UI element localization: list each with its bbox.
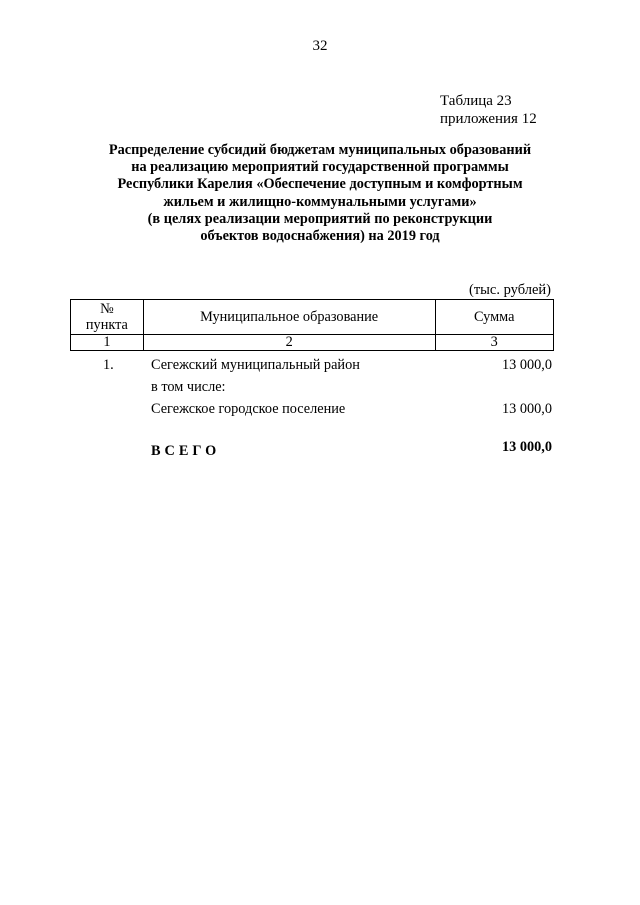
column-number-2: 2 [143, 335, 435, 351]
title-line-4: жильем и жилищно-коммунальными услугами» [163, 193, 477, 210]
header-item-word: пункта [85, 317, 128, 333]
document-title [60, 142, 580, 245]
table-reference-line-2: приложения 12 [440, 111, 537, 127]
table-reference-line-1: Таблица 23 [440, 93, 512, 109]
title-line-3: Республики Карелия «Обеспечение доступным и комфортным [117, 176, 523, 193]
table-reference [440, 92, 537, 128]
total-sum: 13 000,0 [501, 439, 552, 455]
title-line-6: объектов водоснабжения) на 2019 год [200, 228, 440, 245]
column-number-row [71, 335, 554, 351]
column-number-1: 1 [71, 335, 144, 351]
header-number-sign: № [100, 301, 114, 317]
row-2-including: в том числе: [151, 379, 226, 395]
header-municipality: Муниципальное образование [143, 300, 435, 335]
title-line-2: на реализацию мероприятий государственной программы [131, 159, 509, 176]
total-label: ВСЕГО [151, 443, 221, 459]
subsidy-table [70, 299, 554, 351]
row-1-number: 1. [103, 357, 114, 373]
row-3-municipality: Сегежское городское поселение [151, 401, 346, 417]
row-1-municipality: Сегежский муниципальный район [151, 357, 360, 373]
header-item-number [71, 300, 144, 335]
title-line-1: Распределение субсидий бюджетам муниципальных образований [108, 142, 532, 158]
page-number: 32 [312, 38, 328, 54]
row-1-sum: 13 000,0 [501, 357, 552, 373]
title-line-5: (в целях реализации мероприятий по реконструкции [147, 210, 493, 227]
table-header-row [71, 300, 554, 335]
header-sum: Сумма [435, 300, 554, 335]
row-3-sum: 13 000,0 [501, 401, 552, 417]
units-label: (тыс. рублей) [469, 282, 551, 298]
column-number-3: 3 [435, 335, 554, 351]
